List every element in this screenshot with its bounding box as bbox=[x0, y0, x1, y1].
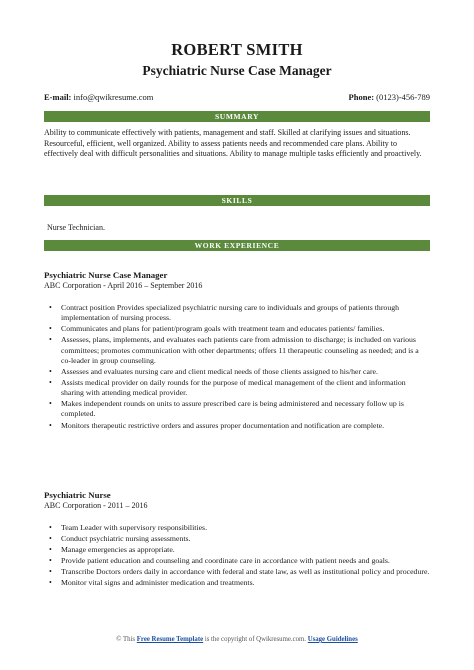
phone-label: Phone: bbox=[348, 92, 375, 102]
job-title: Psychiatric Nurse Case Manager bbox=[44, 270, 168, 280]
list-item: • Provide patient education and counseling and coordinate care in accordance with patient needs and goals. bbox=[44, 556, 430, 566]
list-item: • Monitor vital signs and administer medication and treatments. bbox=[44, 578, 430, 588]
list-item: • Assists medical provider on daily rounds for the purpose of medical management of the client and information sharing with attending medical provider. bbox=[44, 378, 430, 398]
list-item: • Team Leader with supervisory responsibilities. bbox=[44, 523, 430, 533]
job-duties-list bbox=[44, 303, 430, 432]
list-item: • Makes independent rounds on units to assure prescribed care is being administered and necessary follow up is completed. bbox=[44, 399, 430, 419]
skills-text: Nurse Technician. bbox=[47, 223, 105, 232]
job-duties-list bbox=[44, 523, 430, 590]
job-title: Psychiatric Nurse bbox=[44, 490, 111, 500]
contact-line bbox=[44, 92, 430, 104]
job-company-dates: ABC Corporation - April 2016 – September 2016 bbox=[44, 281, 203, 290]
phone-field bbox=[349, 92, 430, 102]
email-field bbox=[44, 92, 153, 102]
list-item: • Transcribe Doctors orders daily in accordance with federal and state law, as well as institutional policy and procedure. bbox=[44, 567, 430, 577]
phone-value: (0123)-456-789 bbox=[376, 92, 430, 102]
free-resume-template-link[interactable]: Free Resume Template bbox=[136, 636, 204, 643]
usage-guidelines-link[interactable]: Usage Guidelines bbox=[307, 636, 358, 643]
summary-text: Ability to communicate effectively with patients, management and staff. Skilled at clarifying issues and situations. Resourceful, efficient, well organized. Ability to assess patients needs and recommended care plans. Ability to effectively deal with difficult personalities and situations. Ability to manage multiple tasks efficiently and proactively. bbox=[44, 128, 422, 159]
email-value: info@qwikresume.com bbox=[73, 92, 154, 102]
candidate-name: ROBERT SMITH bbox=[171, 40, 303, 59]
copyright-footer bbox=[0, 636, 474, 643]
list-item: • Assesses and evaluates nursing care and client medical needs of those clients assigned to his/her care. bbox=[44, 367, 430, 377]
job-company-dates: ABC Corporation - 2011 – 2016 bbox=[44, 501, 148, 510]
list-item: • Communicates and plans for patient/program goals with treatment team and educates patients/ families. bbox=[44, 324, 430, 334]
list-item: • Manage emergencies as appropriate. bbox=[44, 545, 430, 555]
footer-prefix: © This bbox=[116, 636, 136, 643]
candidate-title: Psychiatric Nurse Case Manager bbox=[142, 63, 332, 78]
list-item: • Conduct psychiatric nursing assessments. bbox=[44, 534, 430, 544]
work-experience-heading: WORK EXPERIENCE bbox=[44, 240, 430, 251]
skills-heading: SKILLS bbox=[44, 195, 430, 206]
email-label: E-mail: bbox=[44, 92, 72, 102]
list-item: • Monitors therapeutic restrictive orders and assures proper documentation and notification are complete. bbox=[44, 421, 430, 431]
list-item: • Assesses, plans, implements, and evaluates each patients care from admission to discharge; is included on various committees; promotes communication with other departments; offers 11 therapeutic counseling as needed; and is a co-leader in group counseling. bbox=[44, 335, 430, 366]
footer-copyright-text: is the copyright of Qwikresume.com. bbox=[204, 636, 306, 643]
list-item: • Contract position Provides specialized psychiatric nursing care to individuals and groups of patients through implementation of nursing process. bbox=[44, 303, 430, 323]
summary-heading: SUMMARY bbox=[44, 111, 430, 122]
